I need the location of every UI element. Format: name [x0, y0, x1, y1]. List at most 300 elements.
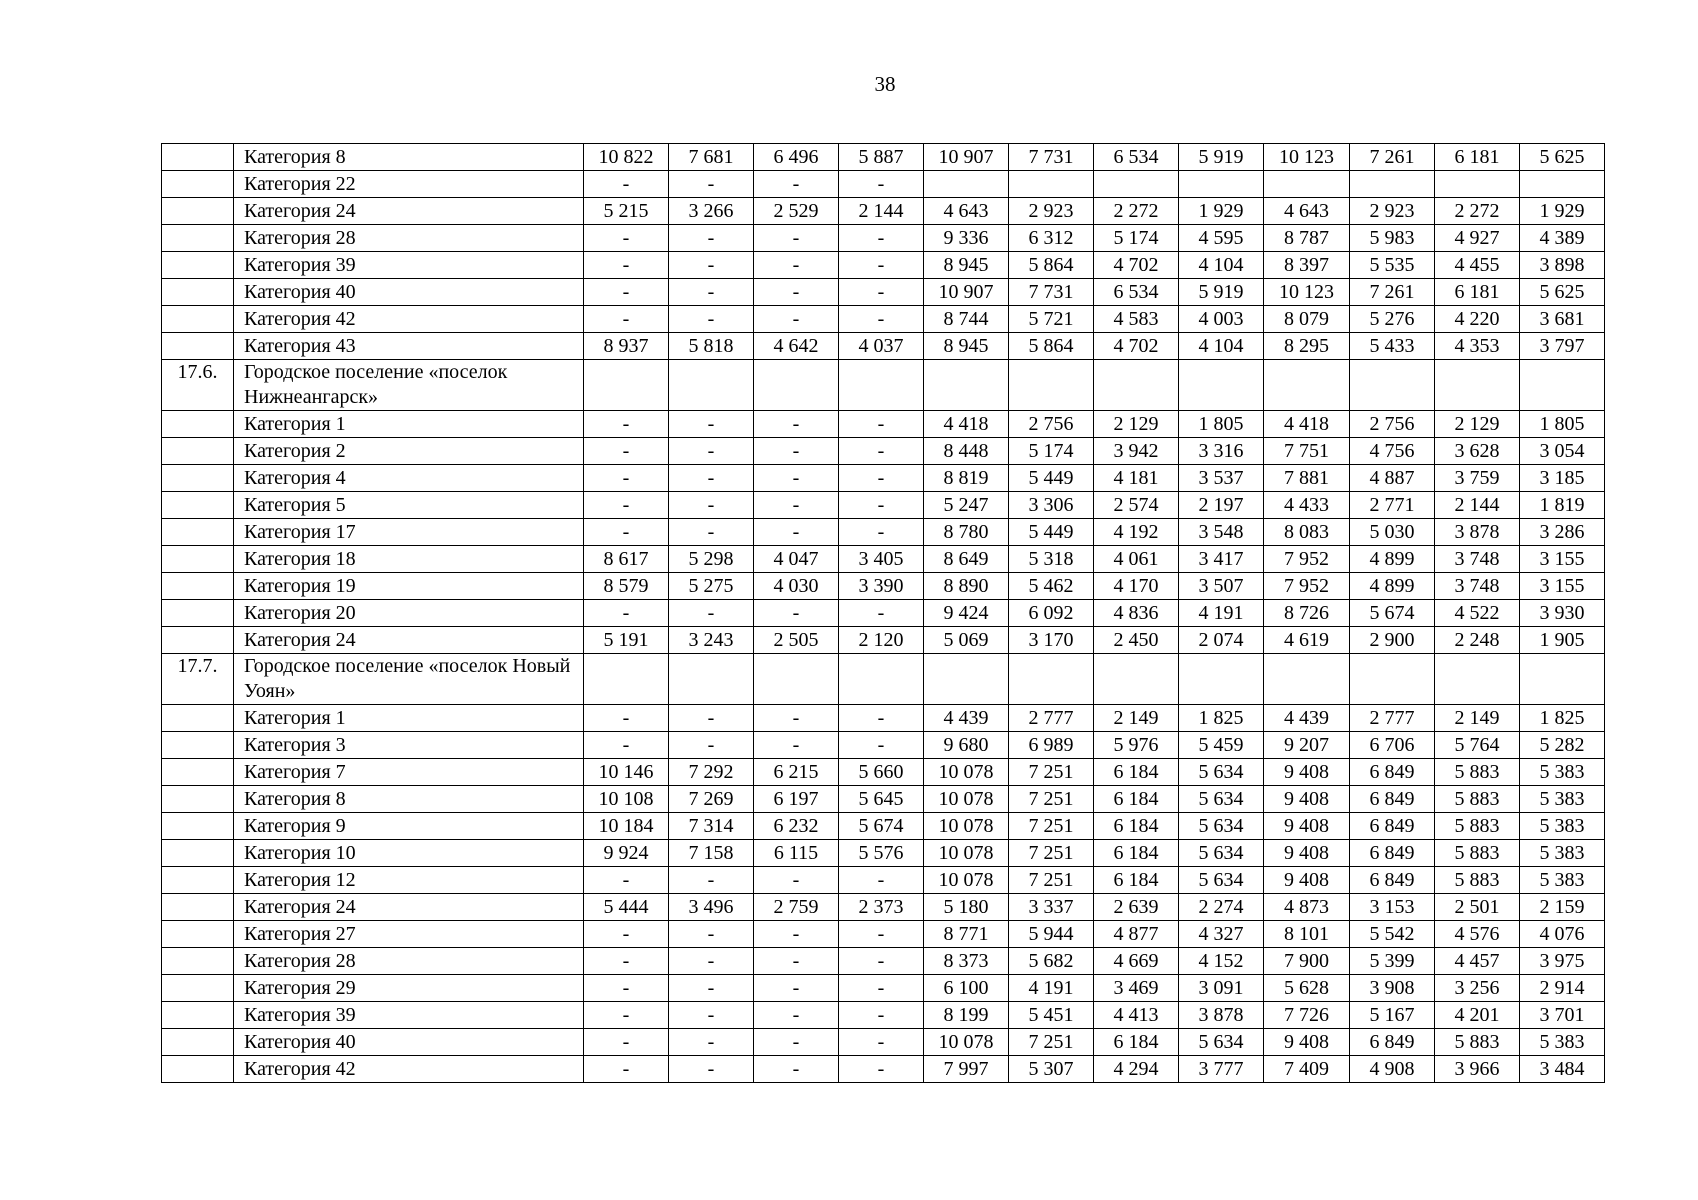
table-row [162, 465, 1605, 492]
table-row [162, 759, 1605, 786]
value-cell: - [584, 306, 669, 333]
value-cell: 1 805 [1520, 411, 1605, 438]
value-cell: 3 548 [1179, 519, 1264, 546]
value-cell: 5 174 [1009, 438, 1094, 465]
value-cell: - [754, 1002, 839, 1029]
value-cell: 3 256 [1435, 975, 1520, 1002]
value-cell: 4 873 [1264, 894, 1350, 921]
table-row [162, 492, 1605, 519]
value-cell: 5 167 [1350, 1002, 1435, 1029]
value-cell: 10 123 [1264, 144, 1350, 171]
value-cell: 3 930 [1520, 600, 1605, 627]
page-number: 38 [874, 72, 896, 96]
value-cell: 2 144 [839, 198, 924, 225]
value-cell: 1 905 [1520, 627, 1605, 654]
row-name: Категория 17 [234, 519, 584, 546]
value-cell: - [669, 600, 754, 627]
value-cell [1009, 171, 1094, 198]
value-cell: 7 251 [1009, 867, 1094, 894]
value-cell: 3 243 [669, 627, 754, 654]
value-cell: 8 890 [924, 573, 1009, 600]
value-cell: - [754, 975, 839, 1002]
table-row [162, 1002, 1605, 1029]
row-name: Категория 1 [234, 705, 584, 732]
value-cell: - [669, 519, 754, 546]
value-cell: 3 054 [1520, 438, 1605, 465]
value-cell: 7 726 [1264, 1002, 1350, 1029]
table-row [162, 411, 1605, 438]
row-name: Категория 42 [234, 306, 584, 333]
value-cell: 4 455 [1435, 252, 1520, 279]
value-cell: 4 061 [1094, 546, 1179, 573]
value-cell: 3 390 [839, 573, 924, 600]
row-code [162, 759, 234, 786]
table-row [162, 786, 1605, 813]
value-cell: 1 825 [1179, 705, 1264, 732]
section-row [162, 654, 1605, 705]
value-cell: 5 634 [1179, 786, 1264, 813]
value-cell: - [754, 1029, 839, 1056]
value-cell: 5 383 [1520, 786, 1605, 813]
value-cell: 5 030 [1350, 519, 1435, 546]
value-cell: 5 674 [839, 813, 924, 840]
value-cell: 3 507 [1179, 573, 1264, 600]
value-cell: 7 409 [1264, 1056, 1350, 1083]
value-cell: - [754, 279, 839, 306]
value-cell: 5 625 [1520, 144, 1605, 171]
value-cell: 3 155 [1520, 546, 1605, 573]
value-cell: 10 078 [924, 786, 1009, 813]
value-cell: 2 777 [1350, 705, 1435, 732]
row-code [162, 171, 234, 198]
value-cell: - [839, 519, 924, 546]
value-cell [754, 654, 839, 705]
value-cell: - [584, 975, 669, 1002]
value-cell: 8 726 [1264, 600, 1350, 627]
value-cell: 2 129 [1094, 411, 1179, 438]
value-cell: 8 780 [924, 519, 1009, 546]
value-cell: - [584, 1056, 669, 1083]
value-cell: 8 101 [1264, 921, 1350, 948]
value-cell: - [839, 492, 924, 519]
table-row [162, 813, 1605, 840]
value-cell: 2 272 [1435, 198, 1520, 225]
row-code [162, 813, 234, 840]
row-name: Категория 8 [234, 786, 584, 813]
value-cell: 2 759 [754, 894, 839, 921]
value-cell: 7 681 [669, 144, 754, 171]
value-cell: 5 674 [1350, 600, 1435, 627]
value-cell: - [839, 411, 924, 438]
value-cell: - [669, 492, 754, 519]
row-code [162, 786, 234, 813]
row-name: Категория 28 [234, 948, 584, 975]
value-cell: 5 883 [1435, 867, 1520, 894]
value-cell: 6 312 [1009, 225, 1094, 252]
value-cell: 3 266 [669, 198, 754, 225]
value-cell [1094, 360, 1179, 411]
value-cell: 2 373 [839, 894, 924, 921]
value-cell [1520, 360, 1605, 411]
value-cell: - [669, 867, 754, 894]
row-code [162, 627, 234, 654]
value-cell: 2 923 [1350, 198, 1435, 225]
value-cell: 4 201 [1435, 1002, 1520, 1029]
value-cell: 3 777 [1179, 1056, 1264, 1083]
value-cell: 9 680 [924, 732, 1009, 759]
row-name: Категория 8 [234, 144, 584, 171]
value-cell: 8 199 [924, 1002, 1009, 1029]
table-row [162, 546, 1605, 573]
value-cell [1435, 654, 1520, 705]
row-name: Категория 27 [234, 921, 584, 948]
value-cell: - [584, 921, 669, 948]
value-cell [1264, 360, 1350, 411]
value-cell: - [839, 1002, 924, 1029]
value-cell: 6 534 [1094, 144, 1179, 171]
value-cell: 2 505 [754, 627, 839, 654]
value-cell: 3 155 [1520, 573, 1605, 600]
value-cell: - [584, 225, 669, 252]
value-cell: 5 818 [669, 333, 754, 360]
value-cell [1350, 360, 1435, 411]
value-cell: 4 413 [1094, 1002, 1179, 1029]
row-code [162, 600, 234, 627]
value-cell: - [839, 705, 924, 732]
value-cell: 3 286 [1520, 519, 1605, 546]
value-cell [1264, 654, 1350, 705]
value-cell: 10 078 [924, 759, 1009, 786]
value-cell [1350, 654, 1435, 705]
value-cell: - [839, 252, 924, 279]
value-cell: 5 307 [1009, 1056, 1094, 1083]
table-row [162, 894, 1605, 921]
value-cell: 8 649 [924, 546, 1009, 573]
value-cell: 4 389 [1520, 225, 1605, 252]
value-cell [839, 360, 924, 411]
table-row [162, 600, 1605, 627]
value-cell: - [669, 705, 754, 732]
row-code [162, 252, 234, 279]
value-cell: 5 275 [669, 573, 754, 600]
value-cell: 5 451 [1009, 1002, 1094, 1029]
value-cell: 6 232 [754, 813, 839, 840]
value-cell: 6 215 [754, 759, 839, 786]
value-cell: 2 777 [1009, 705, 1094, 732]
value-cell: 7 261 [1350, 144, 1435, 171]
value-cell: 5 459 [1179, 732, 1264, 759]
value-cell: - [669, 411, 754, 438]
value-cell: 3 153 [1350, 894, 1435, 921]
row-name: Категория 24 [234, 627, 584, 654]
value-cell: 3 484 [1520, 1056, 1605, 1083]
value-cell: 3 185 [1520, 465, 1605, 492]
value-cell: 5 449 [1009, 519, 1094, 546]
value-cell: 5 535 [1350, 252, 1435, 279]
value-cell: 5 180 [924, 894, 1009, 921]
value-cell: 2 756 [1009, 411, 1094, 438]
value-cell: 2 144 [1435, 492, 1520, 519]
value-cell: 5 864 [1009, 252, 1094, 279]
row-name: Категория 29 [234, 975, 584, 1002]
value-cell: 4 899 [1350, 573, 1435, 600]
value-cell: 3 170 [1009, 627, 1094, 654]
value-cell [1264, 171, 1350, 198]
value-cell: 6 706 [1350, 732, 1435, 759]
row-code [162, 894, 234, 921]
value-cell: 3 405 [839, 546, 924, 573]
value-cell: 6 184 [1094, 840, 1179, 867]
value-cell: 5 383 [1520, 759, 1605, 786]
value-cell: 10 146 [584, 759, 669, 786]
table-body [162, 144, 1605, 1083]
value-cell: 5 449 [1009, 465, 1094, 492]
value-cell: 4 191 [1179, 600, 1264, 627]
row-code [162, 1002, 234, 1029]
value-cell: 4 433 [1264, 492, 1350, 519]
value-cell: 3 878 [1435, 519, 1520, 546]
value-cell: - [584, 492, 669, 519]
value-cell: 4 439 [1264, 705, 1350, 732]
value-cell: 5 764 [1435, 732, 1520, 759]
table-row [162, 1029, 1605, 1056]
value-cell: 6 181 [1435, 279, 1520, 306]
value-cell: 6 534 [1094, 279, 1179, 306]
value-cell: 6 184 [1094, 786, 1179, 813]
value-cell: - [754, 252, 839, 279]
value-cell: 5 634 [1179, 813, 1264, 840]
value-cell: 4 836 [1094, 600, 1179, 627]
value-cell: 5 983 [1350, 225, 1435, 252]
value-cell: 2 574 [1094, 492, 1179, 519]
value-cell: - [669, 1029, 754, 1056]
value-cell [1179, 171, 1264, 198]
value-cell: - [754, 948, 839, 975]
value-cell: - [584, 600, 669, 627]
value-cell: 3 966 [1435, 1056, 1520, 1083]
table-row [162, 921, 1605, 948]
value-cell: 2 272 [1094, 198, 1179, 225]
value-cell [1435, 171, 1520, 198]
value-cell: 10 078 [924, 840, 1009, 867]
value-cell: 6 849 [1350, 1029, 1435, 1056]
value-cell: 2 129 [1435, 411, 1520, 438]
value-cell: 10 078 [924, 1029, 1009, 1056]
value-cell: 7 251 [1009, 840, 1094, 867]
value-cell: 4 643 [924, 198, 1009, 225]
row-code [162, 225, 234, 252]
row-name: Категория 42 [234, 1056, 584, 1083]
value-cell: 6 849 [1350, 813, 1435, 840]
value-cell: 3 091 [1179, 975, 1264, 1002]
value-cell: 5 318 [1009, 546, 1094, 573]
value-cell: 2 450 [1094, 627, 1179, 654]
section-row [162, 360, 1605, 411]
value-cell: 2 771 [1350, 492, 1435, 519]
value-cell [839, 654, 924, 705]
value-cell: 5 433 [1350, 333, 1435, 360]
value-cell: 4 037 [839, 333, 924, 360]
table-row [162, 573, 1605, 600]
value-cell [1179, 360, 1264, 411]
value-cell: 1 929 [1179, 198, 1264, 225]
value-cell: 10 907 [924, 279, 1009, 306]
value-cell: 4 669 [1094, 948, 1179, 975]
value-cell [1350, 171, 1435, 198]
table-row [162, 198, 1605, 225]
table-row [162, 438, 1605, 465]
row-name: Городское поселение «поселок Нижнеангарск» [234, 360, 584, 411]
value-cell: 4 576 [1435, 921, 1520, 948]
row-code [162, 465, 234, 492]
row-code [162, 546, 234, 573]
value-cell: - [584, 252, 669, 279]
value-cell: - [669, 465, 754, 492]
table-row [162, 171, 1605, 198]
value-cell: 7 158 [669, 840, 754, 867]
value-cell: 7 900 [1264, 948, 1350, 975]
value-cell: - [754, 438, 839, 465]
value-cell: 2 274 [1179, 894, 1264, 921]
row-name: Категория 4 [234, 465, 584, 492]
row-code [162, 198, 234, 225]
value-cell: 5 634 [1179, 840, 1264, 867]
value-cell: - [584, 519, 669, 546]
value-cell: 4 756 [1350, 438, 1435, 465]
value-cell: - [839, 306, 924, 333]
row-code [162, 948, 234, 975]
row-name: Категория 2 [234, 438, 584, 465]
value-cell: 5 276 [1350, 306, 1435, 333]
value-cell: 6 184 [1094, 867, 1179, 894]
row-code [162, 333, 234, 360]
value-cell: - [669, 438, 754, 465]
value-cell: - [669, 975, 754, 1002]
value-cell: 5 883 [1435, 759, 1520, 786]
value-cell: - [839, 948, 924, 975]
value-cell: 9 408 [1264, 786, 1350, 813]
value-cell: 5 628 [1264, 975, 1350, 1002]
value-cell: 4 877 [1094, 921, 1179, 948]
value-cell: 4 327 [1179, 921, 1264, 948]
value-cell: - [839, 171, 924, 198]
row-code: 17.7. [162, 654, 234, 705]
value-cell: - [839, 600, 924, 627]
value-cell: 5 660 [839, 759, 924, 786]
value-cell: - [839, 1056, 924, 1083]
value-cell: 4 927 [1435, 225, 1520, 252]
value-cell: 8 945 [924, 252, 1009, 279]
row-name: Категория 10 [234, 840, 584, 867]
value-cell [924, 654, 1009, 705]
value-cell: 10 108 [584, 786, 669, 813]
value-cell [1009, 360, 1094, 411]
value-cell: - [669, 225, 754, 252]
value-cell: 4 702 [1094, 333, 1179, 360]
value-cell: 4 152 [1179, 948, 1264, 975]
value-cell [1179, 654, 1264, 705]
value-cell: 10 184 [584, 813, 669, 840]
value-cell: 4 899 [1350, 546, 1435, 573]
value-cell: 6 181 [1435, 144, 1520, 171]
value-cell [1009, 654, 1094, 705]
row-name: Категория 19 [234, 573, 584, 600]
value-cell [924, 171, 1009, 198]
value-cell: 9 408 [1264, 813, 1350, 840]
value-cell: 4 522 [1435, 600, 1520, 627]
value-cell: - [754, 519, 839, 546]
value-cell: - [839, 867, 924, 894]
value-cell: 4 181 [1094, 465, 1179, 492]
value-cell: 9 207 [1264, 732, 1350, 759]
row-name: Категория 24 [234, 198, 584, 225]
value-cell [1094, 654, 1179, 705]
value-cell: 5 721 [1009, 306, 1094, 333]
value-cell: 3 537 [1179, 465, 1264, 492]
table-row [162, 948, 1605, 975]
value-cell: 7 251 [1009, 759, 1094, 786]
row-code: 17.6. [162, 360, 234, 411]
value-cell: 7 731 [1009, 144, 1094, 171]
value-cell: 9 408 [1264, 867, 1350, 894]
value-cell: - [584, 1029, 669, 1056]
value-cell: 5 542 [1350, 921, 1435, 948]
row-code [162, 306, 234, 333]
table-row [162, 732, 1605, 759]
value-cell: 3 701 [1520, 1002, 1605, 1029]
row-code [162, 840, 234, 867]
value-cell: 2 529 [754, 198, 839, 225]
value-cell: - [584, 465, 669, 492]
value-cell [1094, 171, 1179, 198]
value-cell: 8 448 [924, 438, 1009, 465]
value-cell: 6 849 [1350, 867, 1435, 894]
value-cell: 4 003 [1179, 306, 1264, 333]
value-cell: 4 583 [1094, 306, 1179, 333]
value-cell: 6 849 [1350, 786, 1435, 813]
value-cell: 5 174 [1094, 225, 1179, 252]
value-cell: - [584, 867, 669, 894]
value-cell: 5 883 [1435, 813, 1520, 840]
value-cell: 5 462 [1009, 573, 1094, 600]
value-cell: 3 316 [1179, 438, 1264, 465]
value-cell: - [754, 225, 839, 252]
value-cell [754, 360, 839, 411]
value-cell: 4 418 [924, 411, 1009, 438]
value-cell: - [754, 1056, 839, 1083]
value-cell: - [584, 279, 669, 306]
row-name: Категория 40 [234, 279, 584, 306]
value-cell: 8 397 [1264, 252, 1350, 279]
value-cell: 5 191 [584, 627, 669, 654]
value-cell: 4 457 [1435, 948, 1520, 975]
row-code [162, 438, 234, 465]
value-cell: - [669, 279, 754, 306]
value-cell: 3 975 [1520, 948, 1605, 975]
value-cell: 3 759 [1435, 465, 1520, 492]
value-cell: 10 822 [584, 144, 669, 171]
value-cell: 5 625 [1520, 279, 1605, 306]
value-cell: 3 797 [1520, 333, 1605, 360]
value-cell: - [669, 306, 754, 333]
value-cell: 7 997 [924, 1056, 1009, 1083]
value-cell: 8 819 [924, 465, 1009, 492]
value-cell: - [669, 732, 754, 759]
value-cell: 1 805 [1179, 411, 1264, 438]
value-cell: 9 924 [584, 840, 669, 867]
value-cell: 2 900 [1350, 627, 1435, 654]
value-cell: 6 184 [1094, 813, 1179, 840]
